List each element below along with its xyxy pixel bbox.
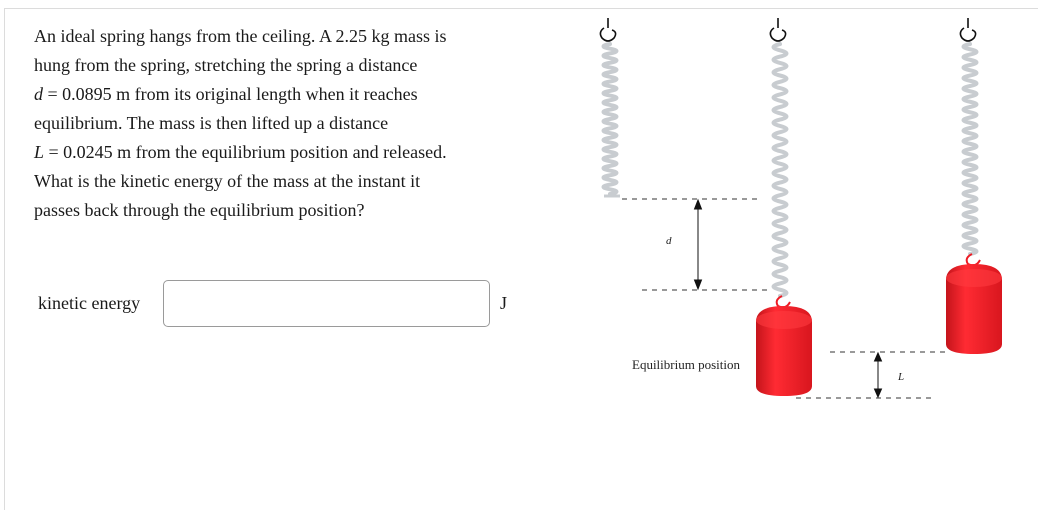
variable-d: d <box>34 84 43 104</box>
spring-coil-1 <box>604 44 617 194</box>
kinetic-energy-label: kinetic energy <box>38 293 141 313</box>
spring-1 <box>600 18 620 196</box>
question-text <box>34 22 554 225</box>
equilibrium-position-label: Equilibrium position <box>632 357 740 372</box>
spring-diagram <box>560 0 1038 510</box>
question-line-5-text: = 0.0245 m from the equilibrium position and released. <box>44 142 447 162</box>
variable-L: L <box>34 142 45 162</box>
question-line-6: What is the kinetic energy of the mass at the instant it <box>34 171 421 191</box>
L-dimension-arrow <box>875 353 882 397</box>
mass-2 <box>756 306 812 396</box>
mass-3 <box>946 264 1002 354</box>
spring-3 <box>960 18 980 265</box>
spring-2 <box>770 18 790 307</box>
spring-figure <box>560 0 1038 510</box>
spring-coil-3 <box>964 44 977 254</box>
kinetic-energy-input[interactable] <box>163 280 490 327</box>
question-line-1: An ideal spring hangs from the ceiling. A 2.25 kg mass is <box>34 26 447 46</box>
question-line-7: passes back through the equilibrium position? <box>34 200 365 220</box>
unit-label: J <box>500 293 508 313</box>
question-line-2: hung from the spring, stretching the spring a distance <box>34 55 418 75</box>
spring-coil-2 <box>774 44 787 296</box>
ceiling-hook-1-icon <box>600 18 615 41</box>
question-line-4: equilibrium. The mass is then lifted up a distance <box>34 113 389 133</box>
ceiling-hook-2-icon <box>770 18 785 41</box>
d-dimension-arrow <box>695 200 702 289</box>
answer-row <box>38 280 528 328</box>
mass-hook-3-icon <box>967 254 980 265</box>
mass-hook-2-icon <box>777 296 790 307</box>
label-L: L <box>898 371 905 383</box>
label-d: d <box>666 235 672 247</box>
question-line-3 <box>34 80 554 109</box>
ceiling-hook-3-icon <box>960 18 975 41</box>
question-line-5 <box>34 138 554 167</box>
question-line-3-text: = 0.0895 m from its original length when it reaches <box>43 84 418 104</box>
